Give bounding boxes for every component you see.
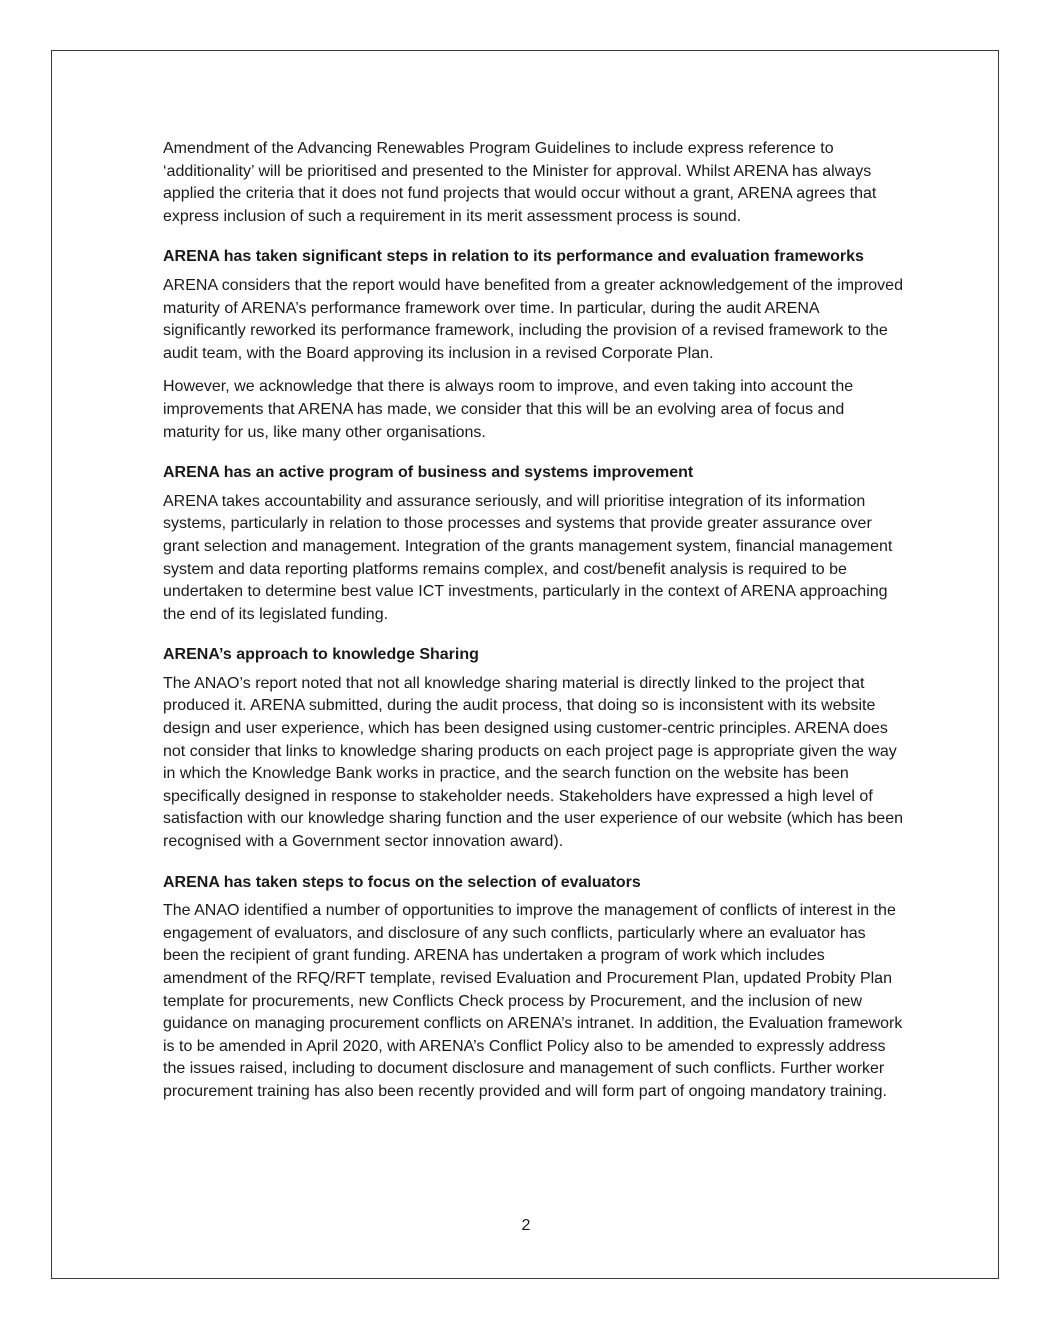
paragraph-additionality: Amendment of the Advancing Renewables Program Guidelines to include express reference to ‘additionality’ will be prioritised and presented to the Minister for approval. Whilst ARENA has always applied the criteria that it does not fund projects that would occur without a grant, ARENA agrees that express inclusion of such a requirement in its merit assessment process is sound. (163, 140, 877, 225)
heading-knowledge-sharing: ARENA’s approach to knowledge Sharing (163, 646, 479, 664)
paragraph-accountability: ARENA takes accountability and assurance seriously, and will prioritise integration of its information systems, particularly in relation to those processes and systems that provide greater assurance over grant selection and management. Integration of the grants management system, financial management system and data reporting platforms remains complex, and cost/benefit analysis is required to be undertaken to determine best value ICT investments, particularly in the context of ARENA approaching the end of its legislated funding. (163, 492, 893, 623)
paragraph-performance-framework: ARENA considers that the report would have benefited from a greater acknowledgement of the improved maturity of ARENA’s performance framework over time. In particular, during the audit ARENA significantly reworked its performance framework, including the provision of a revised framework to the audit team, with the Board approving its inclusion in a revised Corporate Plan. (163, 276, 903, 362)
paragraph-evaluators: The ANAO identified a number of opportunities to improve the management of conflicts of interest in the engagement of evaluators, and disclosure of any such conflicts, particularly where an evaluator has been the recipient of grant funding. ARENA has undertaken a program of work which includes amendment of the RFQ/RFT template, revised Evaluation and Procurement Plan, updated Probity Plan template for procurements, new Conflicts Check process by Procurement, and the inclusion of new guidance on managing procurement conflicts on ARENA’s intranet. In addition, the Evaluation framework is to be amended in April 2020, with ARENA’s Conflict Policy also to be amended to expressly address the issues raised, including to document disclosure and management of such conflicts. Further worker procurement training has also been recently provided and will form part of ongoing mandatory training. (163, 902, 903, 1100)
heading-selection-of-evaluators: ARENA has taken steps to focus on the selection of evaluators (163, 873, 641, 891)
heading-performance-frameworks: ARENA has taken significant steps in relation to its performance and evaluation frameworks (163, 248, 864, 266)
document-body (163, 138, 903, 1115)
page-number: 2 (521, 1217, 531, 1234)
paragraph-room-to-improve: However, we acknowledge that there is always room to improve, and even taking into account the improvements that ARENA has made, we consider that this will be an evolving area of focus and maturity for us, like many other organisations. (163, 378, 854, 441)
paragraph-knowledge-sharing: The ANAO’s report noted that not all knowledge sharing material is directly linked to the project that produced it. ARENA submitted, during the audit process, that doing so is inconsistent with its website design and user experience, which has been designed using customer-centric principles. ARENA does not consider that links to knowledge sharing products on each project page is appropriate given the way in which the Knowledge Bank works in practice, and the search function on the website has been specifically designed in response to stakeholder needs. Stakeholders have expressed a high level of satisfaction with our knowledge sharing function and the user experience of our website (which has been recognised with a Government sector innovation award). (163, 674, 903, 851)
heading-systems-improvement: ARENA has an active program of business and systems improvement (163, 464, 694, 482)
